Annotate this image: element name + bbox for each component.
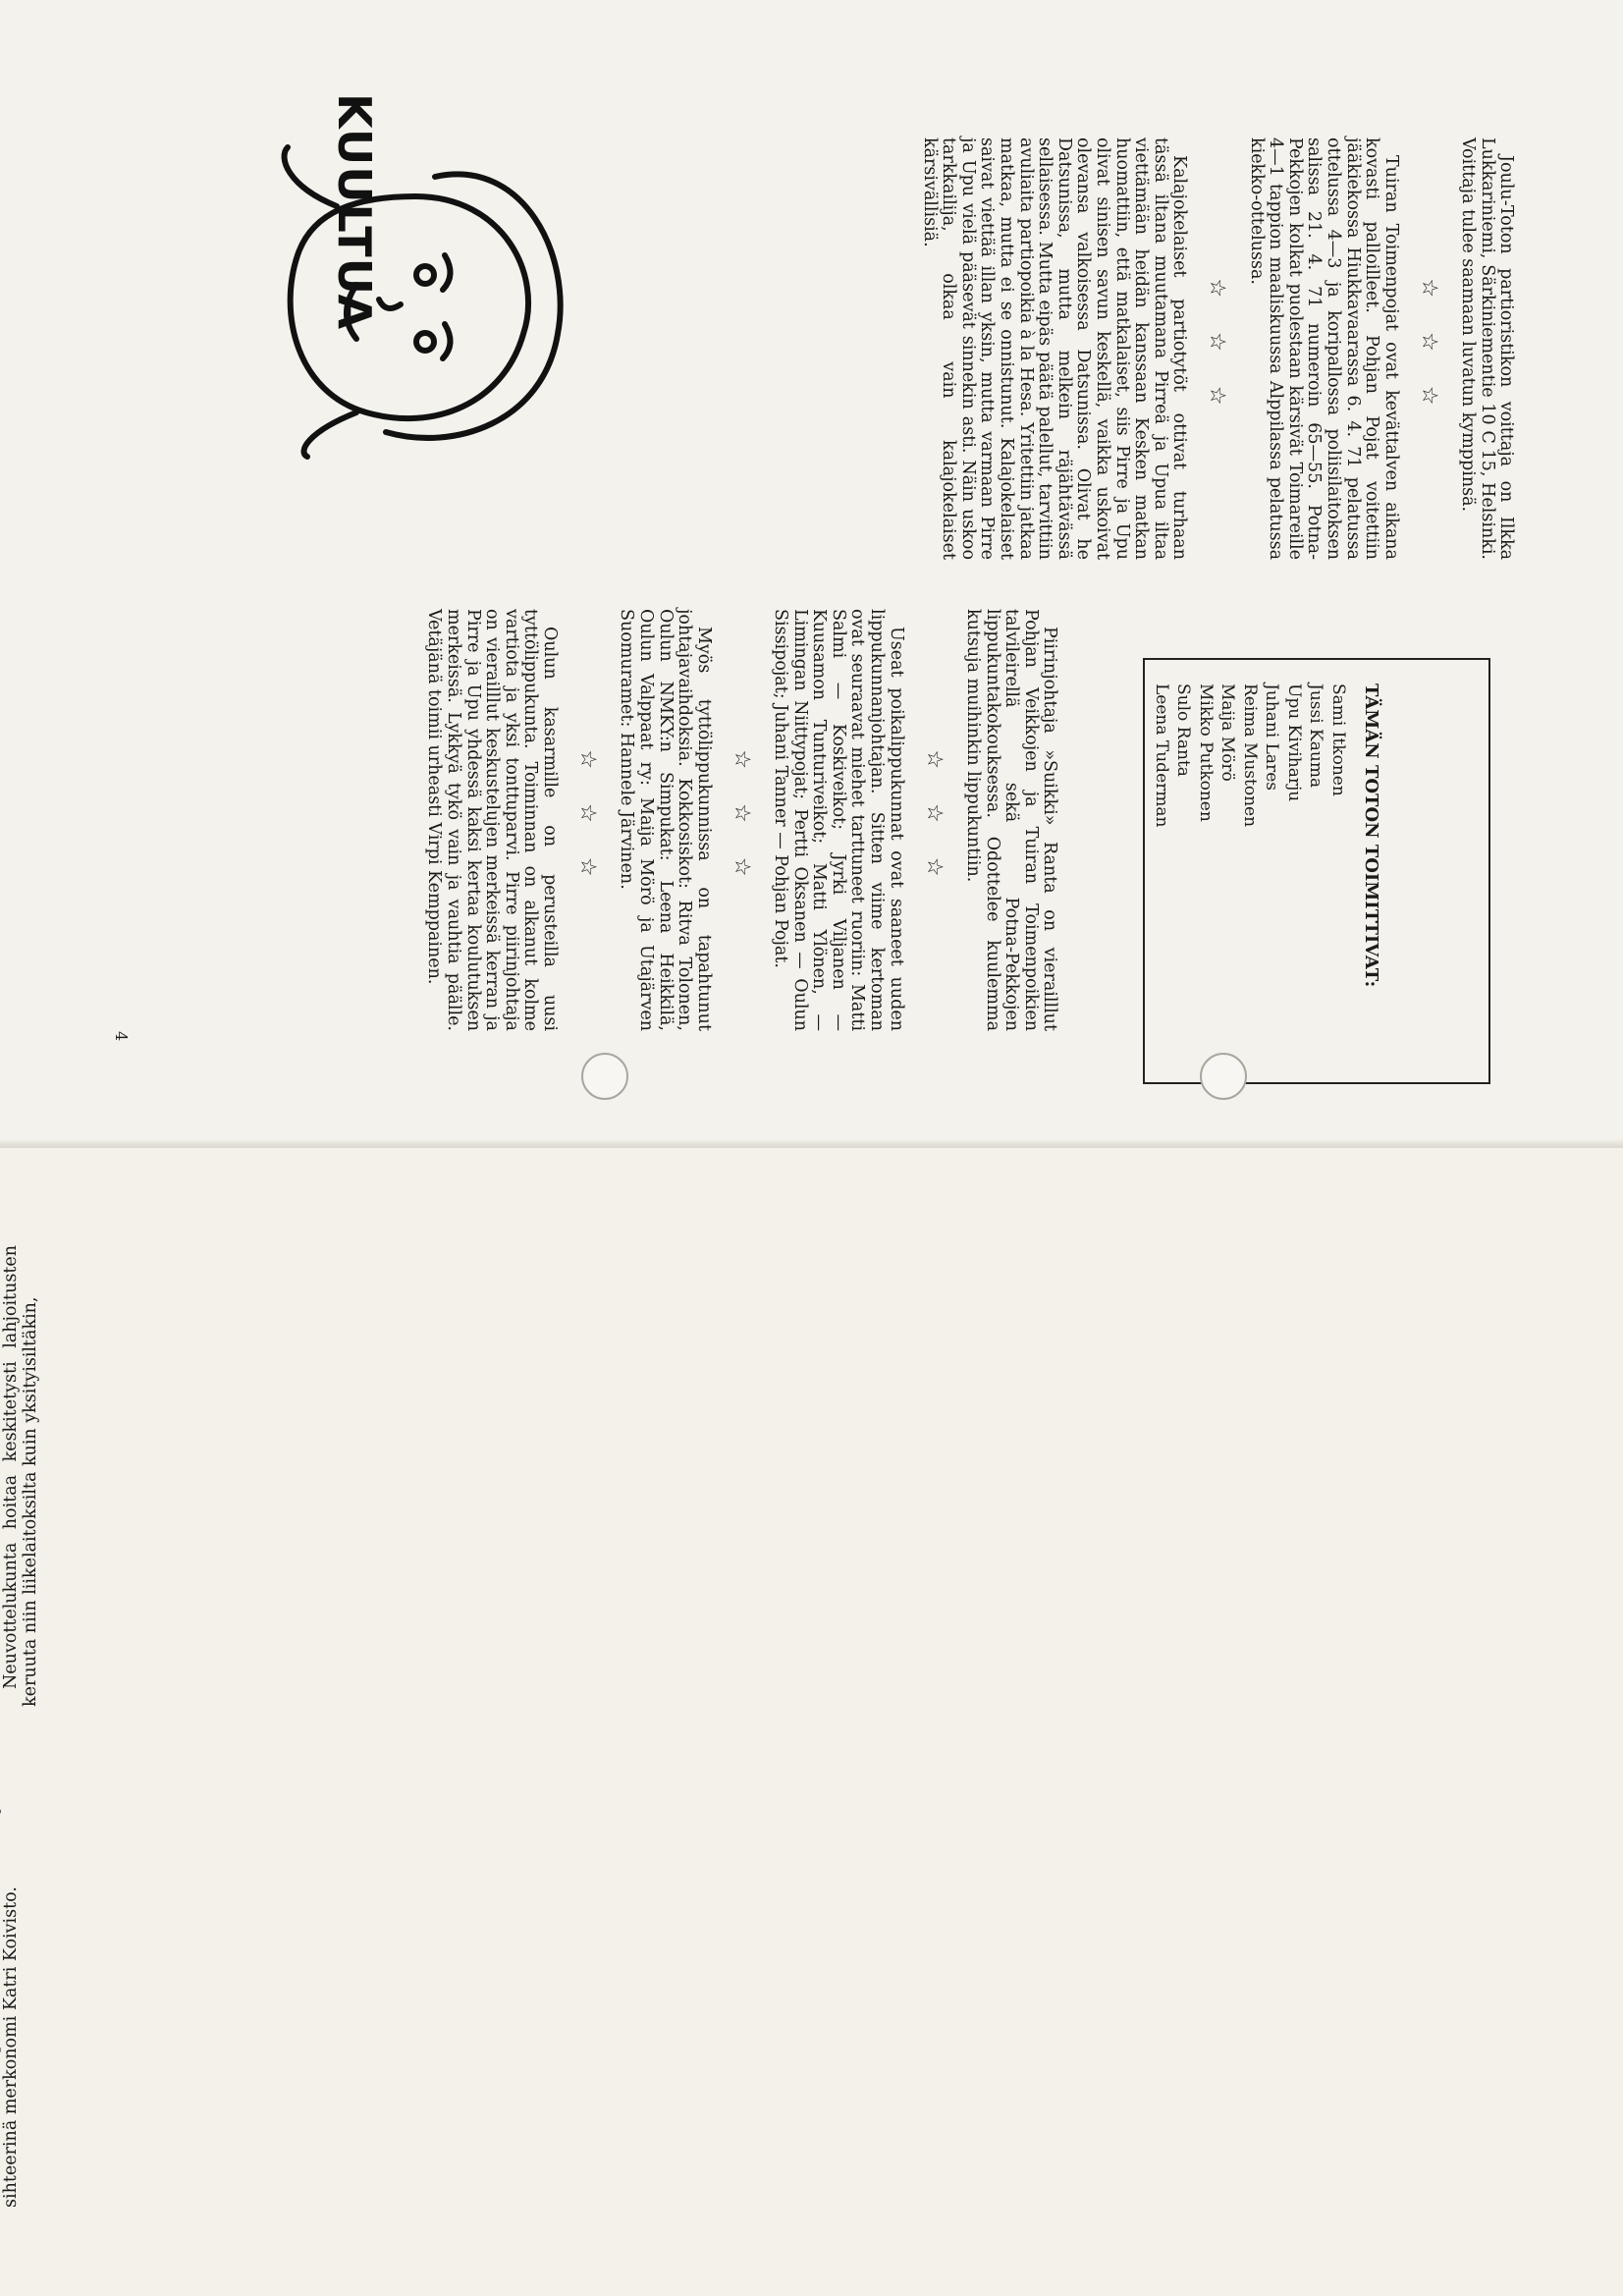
editor-name: Reima Mustonen (1240, 683, 1260, 828)
article-paragraph: Tuiran Toimenpojat ovat kevättalven aikana kovasti palloilleet. Pohjan Pojat voitettiin jääkiekossa Hiukkavaarassa 6. 4. 71 pelatussa ottelussa 4—3 ja koripallossa poliisilaitoksen salissa 21. 4. 71 numeroin 65—55. Potna-Pekkojen kolkat puolestaan kärsivät Toimareille 4—1 tappion maaliskuussa Alppilassa pelatussa kiekko-ottelussa. (1246, 137, 1401, 560)
article-paragraph: sihteerinä merkonomi Katri Koivisto. (1, 1886, 22, 2208)
editor-name: Juhani Lares (1262, 683, 1282, 791)
right-page-content (0, 1148, 1623, 2296)
article-paragraph: Useat poikalippukunnat ovat saaneet uuden lippukunnanjohtajan. Sitten viime kertoman ovat seuraavat miehet tarttuneet ruoriin: Matti Salmi — Koskiveikot; Jyrki Viljanen — Kuusamon Tunturiveikot; Matti Ylönen, — Limingan Niittypojat; Pertti Oksanen — Oulun Sissipojat; Juhani Tanner — Pohjan Pojat. (771, 609, 906, 1031)
article-paragraph: Neuvottelukunta hoitaa keskitetysti lahjoitusten keruuta niin liikelaitoksilta kuin yksityisiltäkin, (1, 1245, 40, 1707)
page-title: KUULTUA (328, 93, 381, 331)
editors-list (1151, 683, 1350, 1082)
punch-hole (1200, 1053, 1247, 1100)
stars-divider: ☆ ☆ ☆ (921, 749, 947, 891)
punch-hole (581, 1053, 628, 1100)
editor-name: Upu Kiviharju (1284, 683, 1304, 802)
article-paragraph: Joulu-Toton partioristikon voittaja on Ilkka Lukkariniemi, Särkiniementie 10 C 15, Helsinki. Voittaja tulee saamaan luvatun kymppinsä. (1458, 137, 1517, 560)
page-number: 4 (112, 1031, 131, 1042)
article-paragraph: Oulun kasarmille on perusteilla uusi tyttölippukunta. Toiminnan on alkanut kolme vartiota ja yksi tonttuparvi. Pirre piirinjohtaja on vierailllut keskustelujen merkeissä kerran ja Pirre ja Upu yhdessä kaksi kertaa koulutuksen merkeissä. Lykkyä tykö vain ja vauhtia päälle. Vetäjänä toimii urheasti Virpi Kemppainen. (424, 609, 560, 1031)
article-paragraph: Piirinjohtaja »Suikki» Ranta on vierailllut Pohjan Veikkojen ja Tuiran Toimenpoikien talvileirellä sekä Potna-Pekkojen lippukuntakokouksessa. Odottelee kuulemma kutsuja muihinkin lippukuntiin. (963, 609, 1060, 1031)
editors-heading: TÄMÄN TOTON TOIMITTIVAT: (1361, 683, 1381, 988)
editor-name: Mikko Putkonen (1196, 683, 1216, 822)
stars-divider: ☆ ☆ ☆ (1417, 278, 1442, 419)
stars-divider: ☆ ☆ ☆ (1205, 278, 1230, 419)
scout-illustration (258, 137, 582, 462)
article-paragraph: Myös tyttölippukunnissa on tapahtunut johtajavaihdoksia. Kokkosiskot: Ritva Tolonen, Oulun NMKY:n Simpukat: Leena Heikkilä, Oulun Valppaat ry: Maija Mörö ja Utajärven Suomuramet: Hannele Järvinen. (617, 609, 714, 1031)
stars-divider: ☆ ☆ ☆ (575, 749, 601, 891)
editor-name: Jussi Kauma (1306, 683, 1326, 789)
editor-name: Sulo Ranta (1173, 683, 1194, 777)
right-column (0, 1245, 60, 1707)
left-column (899, 137, 1535, 560)
left-column (0, 1746, 40, 2208)
right-page (0, 1148, 1623, 2296)
right-column (405, 609, 1078, 1031)
editor-name: Leena Tuderman (1152, 683, 1171, 828)
editor-name: Sami Itkonen (1328, 683, 1348, 796)
editors-box (1143, 658, 1490, 1084)
article-paragraph: Kalajokelaiset partiotytöt ottivat turhaan tässä iltana muutamana Pirreä ja Upua iltaa viettämään heidän kanssaan Kesken matkan huomattiin, että matkalaiset, siis Pirre ja Upu olivat sinisen savun keskellä, vaikka uskoivat olevansa valkoisessa Datsunissa. Olivat he Datsunissa, mutta melkein räjähtävässä sellaisessa. Mutta eipäs päätä palellut, tarvittiin avuliaita partiopoikia à la Hesa. Yritettiin jatkaa matkaa, mutta ei se onnistunut. Kalajokelaiset saivat viettää illan yksin, mutta varmaan Pirre ja Upu vielä pääsevät sinnekin asti. Näin uskoo tarkkailija, olkaa vain kalajokelaiset kärsivällisiä. (919, 137, 1190, 560)
stars-divider: ☆ ☆ ☆ (729, 749, 754, 891)
editor-name: Maija Mörö (1217, 683, 1238, 782)
